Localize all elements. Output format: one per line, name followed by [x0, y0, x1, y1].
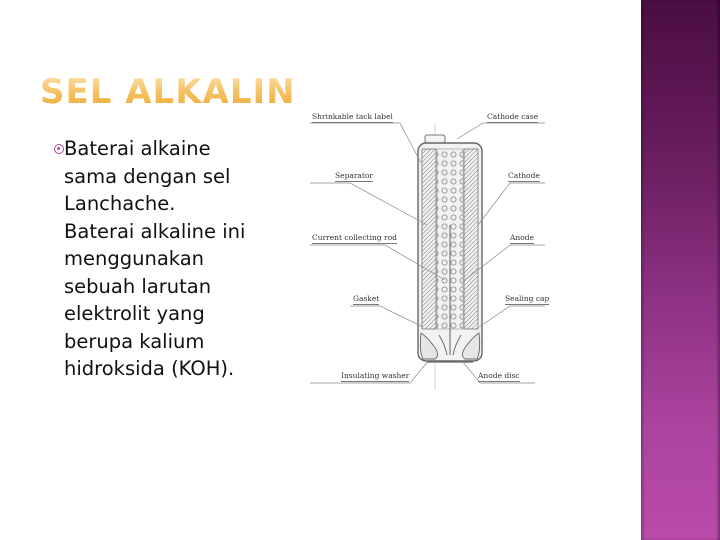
label-gasket: Gasket [353, 294, 380, 303]
bullet-text [64, 135, 316, 383]
label-cathode: Cathode [508, 171, 540, 180]
bullet-line: Baterai alkaline ini [64, 219, 246, 243]
label-insulating-washer: Insulating washer [341, 371, 410, 380]
bullet-line: sama dengan sel [64, 164, 231, 188]
label-anode: Anode [510, 233, 535, 242]
bullet-line: sebuah larutan [64, 274, 212, 298]
bullet-line: hidroksida (KOH). [64, 357, 235, 380]
decorative-sidebar [641, 0, 720, 540]
label-current-collecting-rod: Current collecting rod [312, 233, 397, 242]
label-shrinkable-tack-label: Shrinkable tack label [312, 112, 393, 121]
bullet-line: berupa kalium [64, 329, 205, 353]
battery-diagram [305, 105, 565, 395]
label-cathode-case: Cathode case [487, 112, 539, 121]
circle-dot-bullet-icon [54, 144, 64, 154]
bullet-line: elektrolit yang [64, 302, 205, 325]
label-separator: Separator [335, 171, 374, 180]
bullet-line: Baterai alkaine [64, 137, 211, 160]
bullet-line: menggunakan [64, 247, 205, 270]
label-anode-disc: Anode disc [478, 371, 520, 380]
label-sealing-cap: Sealing cap [505, 294, 550, 303]
battery-cross-section-icon [305, 105, 565, 395]
bullet-line: Lanchache. [64, 192, 176, 215]
slide-title: SEL ALKALIN [40, 72, 296, 112]
